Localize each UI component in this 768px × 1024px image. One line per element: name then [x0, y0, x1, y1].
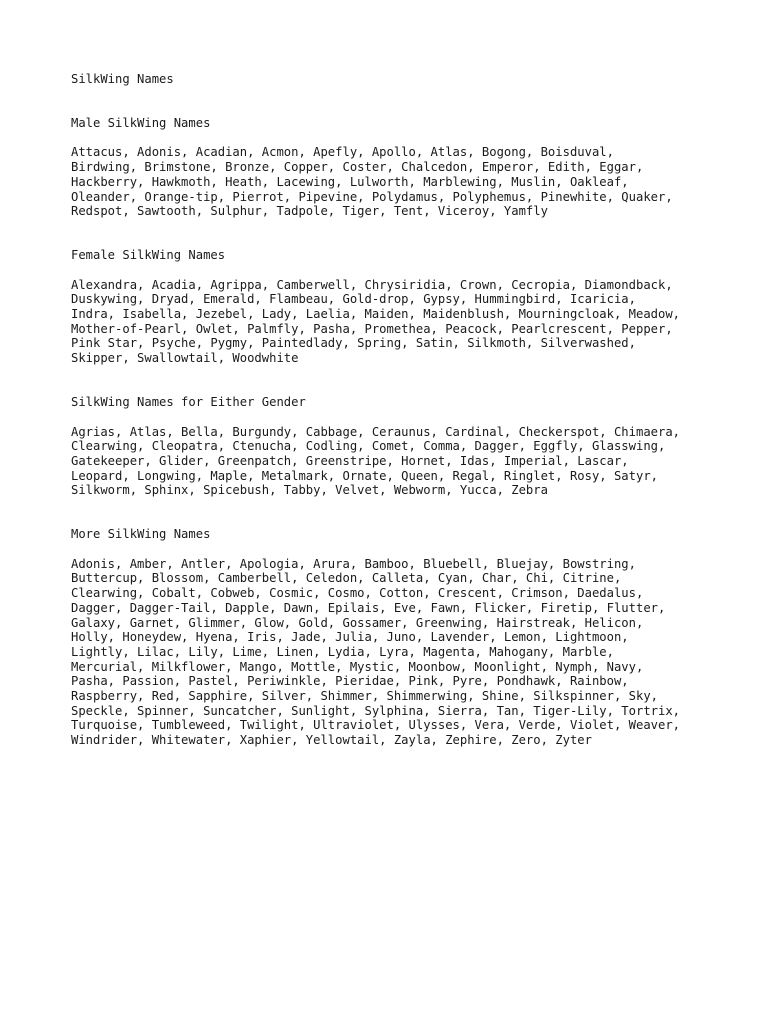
names-section: [71, 395, 711, 498]
names-line: Skipper, Swallowtail, Woodwhite: [71, 351, 299, 366]
names-line: Silkworm, Sphinx, Spicebush, Tabby, Velvet, Webworm, Yucca, Zebra: [71, 483, 548, 498]
names-line: Dagger, Dagger-Tail, Dapple, Dawn, Epilais, Eve, Fawn, Flicker, Firetip, Flutter,: [71, 600, 666, 615]
names-line: Speckle, Spinner, Suncatcher, Sunlight, Sylphina, Sierra, Tan, Tiger-Lily, Tortrix,: [71, 703, 681, 718]
names-line: Raspberry, Red, Sapphire, Silver, Shimmer, Shimmerwing, Shine, Silkspinner, Sky,: [71, 688, 658, 703]
sections-container: [71, 116, 711, 748]
names-line: Pink Star, Psyche, Pygmy, Paintedlady, Spring, Satin, Silkmoth, Silverwashed,: [71, 336, 636, 351]
names-line: Attacus, Adonis, Acadian, Acmon, Apefly, Apollo, Atlas, Bogong, Boisduval,: [71, 145, 614, 160]
names-paragraph: [71, 145, 711, 218]
names-line: Holly, Honeydew, Hyena, Iris, Jade, Julia, Juno, Lavender, Lemon, Lightmoon,: [71, 630, 629, 645]
names-line: Birdwing, Brimstone, Bronze, Copper, Coster, Chalcedon, Emperor, Edith, Eggar,: [71, 160, 644, 175]
names-line: Hackberry, Hawkmoth, Heath, Lacewing, Lulworth, Marblewing, Muslin, Oakleaf,: [71, 174, 629, 189]
names-line: Lightly, Lilac, Lily, Lime, Linen, Lydia, Lyra, Magenta, Mahogany, Marble,: [71, 644, 614, 659]
names-line: Galaxy, Garnet, Glimmer, Glow, Gold, Gossamer, Greenwing, Hairstreak, Helicon,: [71, 615, 644, 630]
names-line: Clearwing, Cobalt, Cobweb, Cosmic, Cosmo, Cotton, Crescent, Crimson, Daedalus,: [71, 586, 644, 601]
names-line: Buttercup, Blossom, Camberbell, Celedon, Calleta, Cyan, Char, Chi, Citrine,: [71, 571, 622, 586]
names-line: Mercurial, Milkflower, Mango, Mottle, Mystic, Moonbow, Moonlight, Nymph, Navy,: [71, 659, 644, 674]
names-line: Redspot, Sawtooth, Sulphur, Tadpole, Tiger, Tent, Viceroy, Yamfly: [71, 204, 548, 219]
section-heading: Female SilkWing Names: [71, 248, 226, 263]
names-line: Alexandra, Acadia, Agrippa, Camberwell, Chrysiridia, Crown, Cecropia, Diamondback,: [71, 277, 673, 292]
names-line: Pasha, Passion, Pastel, Periwinkle, Pieridae, Pink, Pyre, Pondhawk, Rainbow,: [71, 674, 629, 689]
names-line: Gatekeeper, Glider, Greenpatch, Greenstripe, Hornet, Idas, Imperial, Lascar,: [71, 453, 629, 468]
names-section: [71, 527, 711, 747]
names-line: Indra, Isabella, Jezebel, Lady, Laelia, Maiden, Maidenblush, Mourningcloak, Meadow,: [71, 307, 681, 322]
names-line: Turquoise, Tumbleweed, Twilight, Ultraviolet, Ulysses, Vera, Verde, Violet, Weaver,: [71, 718, 681, 733]
names-section: [71, 248, 711, 366]
section-heading: Male SilkWing Names: [71, 116, 211, 131]
names-line: Mother-of-Pearl, Owlet, Palmfly, Pasha, Promethea, Peacock, Pearlcrescent, Pepper,: [71, 321, 673, 336]
names-line: Duskywing, Dryad, Emerald, Flambeau, Gold-drop, Gypsy, Hummingbird, Icaricia,: [71, 292, 636, 307]
names-line: Leopard, Longwing, Maple, Metalmark, Ornate, Queen, Regal, Ringlet, Rosy, Satyr,: [71, 468, 658, 483]
names-line: Clearwing, Cleopatra, Ctenucha, Codling, Comet, Comma, Dagger, Eggfly, Glasswing,: [71, 439, 666, 454]
names-line: Adonis, Amber, Antler, Apologia, Arura, Bamboo, Bluebell, Bluejay, Bowstring,: [71, 556, 636, 571]
names-paragraph: [71, 278, 711, 366]
names-paragraph: [71, 557, 711, 748]
document-page: [71, 72, 711, 748]
names-line: Windrider, Whitewater, Xaphier, Yellowtail, Zayla, Zephire, Zero, Zyter: [71, 733, 592, 747]
names-section: [71, 116, 711, 219]
names-line: Agrias, Atlas, Bella, Burgundy, Cabbage, Ceraunus, Cardinal, Checkerspot, Chimaera,: [71, 424, 681, 439]
names-line: Oleander, Orange-tip, Pierrot, Pipevine, Polydamus, Polyphemus, Pinewhite, Quaker,: [71, 189, 673, 204]
section-heading: More SilkWing Names: [71, 527, 211, 542]
names-paragraph: [71, 425, 711, 498]
document-title: SilkWing Names: [71, 72, 174, 86]
section-heading: SilkWing Names for Either Gender: [71, 395, 306, 410]
